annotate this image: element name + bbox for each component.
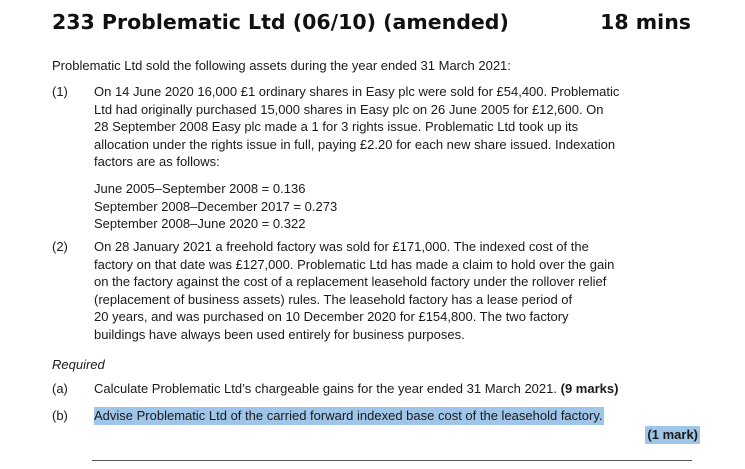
requirement-marks: (9 marks)	[560, 381, 619, 396]
divider-line	[92, 460, 692, 461]
requirement-letter: (b)	[52, 408, 68, 423]
para-line: on the factory against the cost of a replacement leasehold factory under the rollover relief	[94, 274, 607, 290]
requirement-text[interactable]: Advise Problematic Ltd of the carried forward indexed base cost of the leasehold factory.	[94, 408, 603, 423]
para-line: 20 years, and was purchased on 10 December 2020 for £154,800. The two factory	[94, 309, 569, 325]
item-1	[52, 83, 702, 232]
para-line: Ltd had originally purchased 15,000 shares in Easy plc on 26 June 2005 for £12,600. On	[94, 101, 604, 117]
para-line: On 14 June 2020 16,000 £1 ordinary shares in Easy plc were sold for £54,400. Problematic	[94, 84, 620, 99]
requirement-marks[interactable]: (1 mark)	[647, 427, 698, 442]
required-label: Required	[52, 357, 105, 372]
item-paragraph	[94, 83, 700, 171]
para-line: (replacement of business assets) rules. The leasehold factory has a lease period of	[94, 291, 573, 307]
item-2	[52, 238, 702, 348]
para-line: buildings have always been used entirely for business purposes.	[94, 326, 465, 342]
para-line: allocation under the rights issue in full, paying £2.20 for each new share issued. Indexation	[94, 136, 616, 152]
para-line: 28 September 2008 Easy plc made a 1 for 3 rights issue. Problematic Ltd took up its	[94, 119, 579, 135]
requirement-letter: (a)	[52, 381, 68, 396]
question-header	[0, 10, 745, 44]
question-title: 233 Problematic Ltd (06/10) (amended)	[52, 10, 509, 34]
requirement-b	[52, 407, 702, 447]
requirement-a	[52, 380, 702, 400]
para-line: factors are as follows:	[94, 154, 220, 170]
item-number: (1)	[52, 84, 68, 99]
item-number: (2)	[52, 239, 68, 254]
requirement-text-wrap	[94, 380, 618, 398]
requirement-text: Calculate Problematic Ltd’s chargeable gains for the year ended 31 March 2021.	[94, 381, 557, 396]
factor-line: September 2008–June 2020 = 0.322	[94, 216, 306, 232]
para-line: factory on that date was £127,000. Problematic Ltd has made a claim to hold over the gain	[94, 256, 615, 272]
intro-text: Problematic Ltd sold the following assets during the year ended 31 March 2021:	[52, 58, 511, 73]
factor-line: June 2005–September 2008 = 0.136	[94, 181, 306, 196]
factor-line: September 2008–December 2017 = 0.273	[94, 198, 338, 214]
indexation-factors	[94, 180, 494, 233]
time-allocation: 18 mins	[600, 10, 691, 34]
para-line: On 28 January 2021 a freehold factory was sold for £171,000. The indexed cost of the	[94, 239, 589, 254]
item-paragraph	[94, 238, 700, 344]
